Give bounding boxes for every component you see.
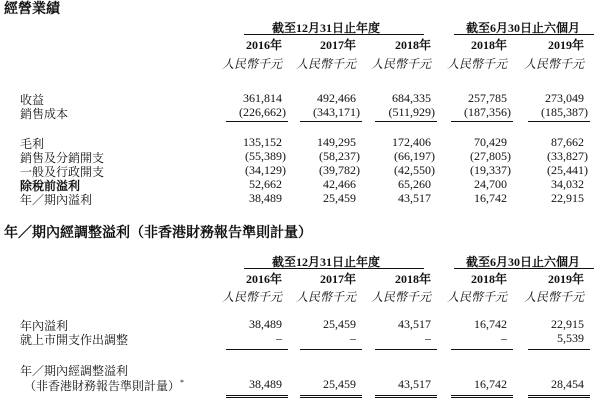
total-double-rule <box>528 395 590 398</box>
row-label-revenue: 收益 <box>20 93 45 107</box>
cell: 5,539 <box>557 331 584 345</box>
cell: 52,662 <box>249 177 282 191</box>
col-half-2018: 2018年 <box>470 272 507 286</box>
subtotal-rule <box>451 121 513 122</box>
cell: (226,662) <box>239 105 286 119</box>
cell: 16,742 <box>474 377 507 391</box>
cell: 28,454 <box>551 377 584 391</box>
subtotal-rule <box>226 121 288 122</box>
cell: 22,915 <box>551 191 584 205</box>
col-half-2019: 2019年 <box>547 272 584 286</box>
col-unit: 人民幣千元 <box>370 57 431 71</box>
cell: 25,459 <box>323 191 356 205</box>
cell: 16,742 <box>474 317 507 331</box>
cell: 65,260 <box>398 177 431 191</box>
col-year-2018: 2018年 <box>394 272 431 286</box>
col-year-2017: 2017年 <box>319 272 356 286</box>
subtotal-rule <box>528 349 590 350</box>
cell: – <box>501 331 507 345</box>
cell: 684,335 <box>392 91 431 105</box>
cell: 172,406 <box>392 135 431 149</box>
section-title-adjusted-profit: 年／期內經調整溢利（非香港財務報告準則計量） <box>4 226 312 241</box>
cell: 42,466 <box>323 177 356 191</box>
group-header-year: 截至12月31日止年度 <box>271 255 380 269</box>
cell: 43,517 <box>398 191 431 205</box>
cell: (39,782) <box>319 163 360 177</box>
row-label-selling-expenses: 銷售及分銷開支 <box>20 151 105 165</box>
cell: 70,429 <box>474 135 507 149</box>
cell: 22,915 <box>551 317 584 331</box>
cell: 38,489 <box>249 317 282 331</box>
cell: (343,171) <box>313 105 360 119</box>
subtotal-rule <box>300 349 362 350</box>
col-half-2019: 2019年 <box>547 38 584 52</box>
col-year-2017: 2017年 <box>319 38 356 52</box>
cell: (66,197) <box>394 149 435 163</box>
group-header-halfyear: 截至6月30日止六個月 <box>465 255 580 269</box>
group-header-halfyear: 截至6月30日止六個月 <box>465 21 580 35</box>
row-label-profit-for-period: 年／期內溢利 <box>20 193 93 207</box>
col-unit: 人民幣千元 <box>370 290 431 304</box>
col-unit: 人民幣千元 <box>446 57 507 71</box>
subtotal-rule <box>226 349 288 350</box>
cell: 34,032 <box>551 177 584 191</box>
row-label-admin-expenses: 一般及行政開支 <box>20 165 105 179</box>
subtotal-rule <box>300 121 362 122</box>
cell: 38,489 <box>249 377 282 391</box>
row-label-listing-adjustment: 就上市開支作出調整 <box>20 333 129 347</box>
cell: (42,550) <box>394 163 435 177</box>
cell: 43,517 <box>398 377 431 391</box>
cell: (55,389) <box>245 149 286 163</box>
total-double-rule <box>451 395 513 398</box>
row-label-adjusted-profit-qualifier: （非香港財務報告準則計量）* <box>24 378 185 393</box>
cell: (58,237) <box>319 149 360 163</box>
col-unit: 人民幣千元 <box>523 290 584 304</box>
cell: 38,489 <box>249 191 282 205</box>
cell: (187,356) <box>464 105 511 119</box>
row-label-cost-of-sales: 銷售成本 <box>20 107 69 121</box>
footnote-mark: * <box>180 378 185 387</box>
col-unit: 人民幣千元 <box>295 57 356 71</box>
cell: (185,387) <box>541 105 588 119</box>
col-year-2016: 2016年 <box>245 272 282 286</box>
group-underline-halfyear <box>454 34 594 35</box>
total-double-rule <box>226 395 288 398</box>
cell: 135,152 <box>243 135 282 149</box>
col-half-2018: 2018年 <box>470 38 507 52</box>
cell: 492,466 <box>317 91 356 105</box>
cell: 361,814 <box>243 91 282 105</box>
col-year-2016: 2016年 <box>245 38 282 52</box>
subtotal-rule <box>375 349 437 350</box>
cell: – <box>425 331 431 345</box>
cell: 25,459 <box>323 377 356 391</box>
cell: 257,785 <box>468 91 507 105</box>
cell: 149,295 <box>317 135 356 149</box>
cell: – <box>350 331 356 345</box>
row-label-gross-profit: 毛利 <box>20 137 45 151</box>
cell: (33,827) <box>547 149 588 163</box>
col-unit: 人民幣千元 <box>523 57 584 71</box>
cell: 16,742 <box>474 191 507 205</box>
cell: 43,517 <box>398 317 431 331</box>
section-title-results: 經營業績 <box>4 2 60 17</box>
group-underline-halfyear <box>454 268 594 269</box>
cell: (511,929) <box>388 105 435 119</box>
subtotal-rule <box>375 121 437 122</box>
col-unit: 人民幣千元 <box>446 290 507 304</box>
col-unit: 人民幣千元 <box>221 57 282 71</box>
total-double-rule <box>300 395 362 398</box>
group-underline-year <box>244 268 424 269</box>
row-label-profit-before-tax: 除稅前溢利 <box>20 179 81 193</box>
group-header-year: 截至12月31日止年度 <box>271 21 380 35</box>
col-unit: 人民幣千元 <box>295 290 356 304</box>
subtotal-rule <box>528 121 590 122</box>
cell: (34,129) <box>245 163 286 177</box>
cell: 273,049 <box>545 91 584 105</box>
cell: (19,337) <box>470 163 511 177</box>
col-unit: 人民幣千元 <box>221 290 282 304</box>
total-double-rule <box>375 395 437 398</box>
cell: (25,441) <box>547 163 588 177</box>
cell: 24,700 <box>474 177 507 191</box>
subtotal-rule <box>451 349 513 350</box>
cell: 87,662 <box>551 135 584 149</box>
cell: (27,805) <box>470 149 511 163</box>
col-year-2018: 2018年 <box>394 38 431 52</box>
group-underline-year <box>244 34 424 35</box>
cell: 25,459 <box>323 317 356 331</box>
cell: – <box>276 331 282 345</box>
row-label-profit-for-year: 年內溢利 <box>20 319 69 333</box>
row-label-adjusted-profit: 年／期內經調整溢利 <box>20 364 129 378</box>
